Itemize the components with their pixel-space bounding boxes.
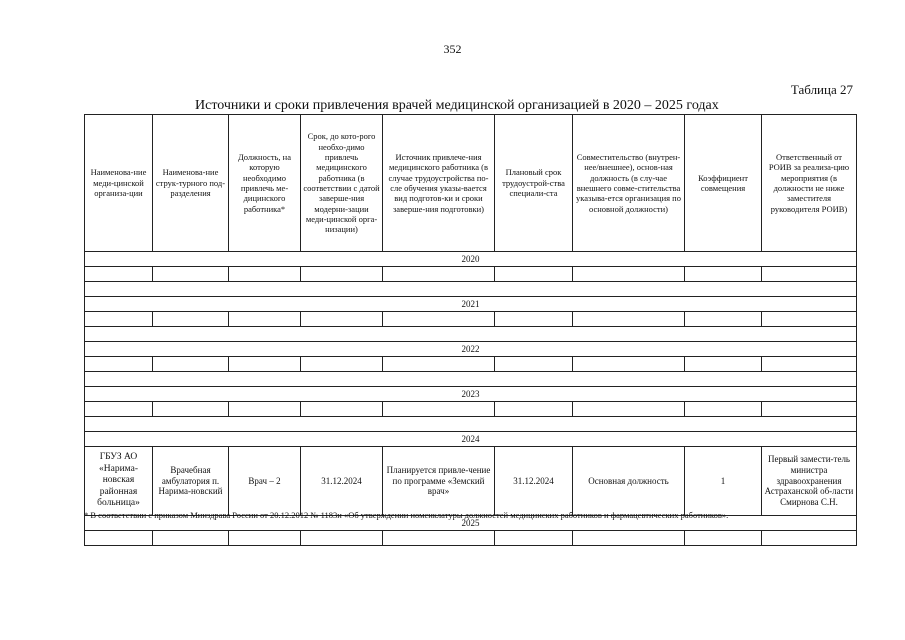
year-row-2020 bbox=[85, 252, 857, 267]
cell-deadline: 31.12.2024 bbox=[301, 447, 383, 516]
header-planned-date: Плановый срок трудоустрой-ства специали-ста bbox=[495, 115, 573, 252]
table-row bbox=[85, 312, 857, 327]
year-label: 2025 bbox=[85, 516, 857, 531]
table-row bbox=[85, 402, 857, 417]
year-label: 2023 bbox=[85, 387, 857, 402]
cell-source: Планируется привле-чение по программе «Земский врач» bbox=[383, 447, 495, 516]
year-label: 2022 bbox=[85, 342, 857, 357]
table-row bbox=[85, 372, 857, 387]
year-label: 2020 bbox=[85, 252, 857, 267]
year-row-2022 bbox=[85, 342, 857, 357]
table-row bbox=[85, 357, 857, 372]
table-row bbox=[85, 267, 857, 282]
header-deadline: Срок, до кото-рого необхо-димо привлечь медицинского работника (в соответствии с датой заверше-ния модерни-зации меди-цинской орга-низации) bbox=[301, 115, 383, 252]
cell-subdivision: Врачебная амбулатория п. Нарима-новский bbox=[153, 447, 229, 516]
year-row-2023 bbox=[85, 387, 857, 402]
table-row bbox=[85, 327, 857, 342]
cell-position: Врач – 2 bbox=[229, 447, 301, 516]
header-part-time: Совместительство (внутрен-нее/внешнее), основ-ная должность (в слу-чае внешнего совме-стительства указыва-ется организация по основной должности) bbox=[573, 115, 685, 252]
header-responsible: Ответственный от РОИВ за реализа-цию мероприятия (в должности не ниже заместителя руководителя РОИВ) bbox=[762, 115, 857, 252]
year-row-2021 bbox=[85, 297, 857, 312]
year-row-2024 bbox=[85, 432, 857, 447]
table-row bbox=[85, 531, 857, 546]
page-number: 352 bbox=[443, 42, 462, 56]
table-row bbox=[85, 282, 857, 297]
cell-coefficient: 1 bbox=[685, 447, 762, 516]
header-source: Источник привлече-ния медицинского работника (в случае трудоустройства по-сле обучения указы-вается вид подготов-ки и сроки заверше-ния подготовки) bbox=[383, 115, 495, 252]
header-subdivision: Наименова-ние струк-турного под-разделения bbox=[153, 115, 229, 252]
footnote: * В соответствии с приказом Минздрава России от 20.12.2012 № 1183н «Об утверждении номенклатуры должностей медицинских работников и фармацевтических работников». bbox=[84, 510, 729, 520]
header-organization: Наименова-ние меди-цинской организа-ции bbox=[85, 115, 153, 252]
year-label: 2024 bbox=[85, 432, 857, 447]
table-header-row bbox=[85, 115, 857, 252]
document-title: Источники и сроки привлечения врачей медицинской организацией в 2020 – 2025 годах bbox=[195, 98, 719, 113]
table-label: Таблица 27 bbox=[790, 82, 853, 97]
header-position: Должность, на которую необходимо привлечь ме-дицинского работника* bbox=[229, 115, 301, 252]
year-label: 2021 bbox=[85, 297, 857, 312]
table-row bbox=[85, 447, 857, 516]
header-coefficient: Коэффициент совмещения bbox=[685, 115, 762, 252]
cell-planned-date: 31.12.2024 bbox=[495, 447, 573, 516]
cell-part-time: Основная должность bbox=[573, 447, 685, 516]
table-row bbox=[85, 417, 857, 432]
cell-responsible: Первый замести-тель министра здравоохранения Астраханской об-ласти Смирнова С.Н. bbox=[762, 447, 857, 516]
cell-organization: ГБУЗ АО «Нарима-новская районная больница» bbox=[85, 447, 153, 516]
sources-table bbox=[84, 114, 857, 546]
